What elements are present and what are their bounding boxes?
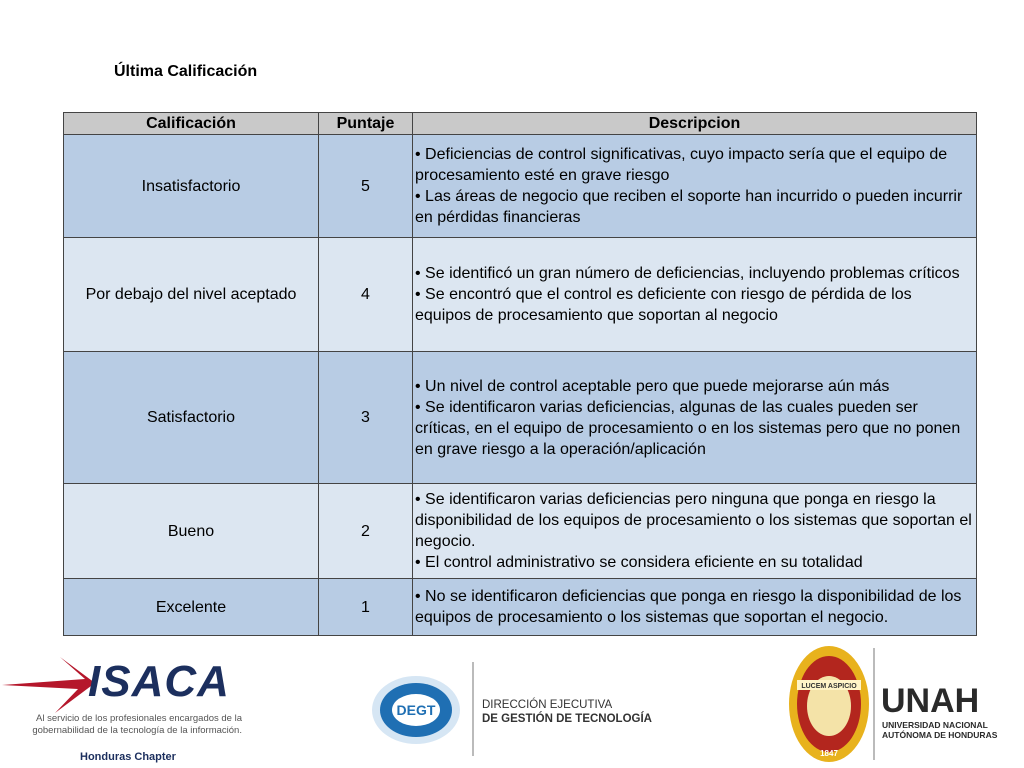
degt-line1: DIRECCIÓN EJECUTIVA xyxy=(482,699,613,711)
rating-table xyxy=(63,112,977,636)
header-calificacion: Calificación xyxy=(64,113,319,135)
rating-cell: Insatisfactorio xyxy=(64,135,319,238)
table-row xyxy=(64,352,977,484)
score-cell: 3 xyxy=(319,352,413,484)
unah-logo xyxy=(785,640,1024,768)
description-bullet: • Se identificaron varias deficiencias, algunas de las cuales pueden ser críticas, en el equipo de procesamiento o en los sistemas pero que no ponen en grave riesgo a la operación/aplicación xyxy=(415,398,961,458)
unah-line2: AUTÓNOMA DE HONDURAS xyxy=(882,730,998,740)
page-title: Última Calificación xyxy=(114,63,258,80)
description-bullet: • Deficiencias de control significativas, cuyo impacto sería que el equipo de procesamiento esté en grave riesgo xyxy=(415,146,948,184)
unah-wordmark: UNAH xyxy=(881,682,980,720)
degt-line2: DE GESTIÓN DE TECNOLOGÍA xyxy=(482,713,652,725)
unah-seal-motto: LUCEM ASPICIO xyxy=(801,683,857,690)
score-cell: 5 xyxy=(319,135,413,238)
rating-cell: Satisfactorio xyxy=(64,352,319,484)
isaca-wordmark: ISACA xyxy=(88,657,230,706)
unah-seal-year: 1847 xyxy=(820,749,838,758)
description-cell xyxy=(413,135,977,238)
description-bullet: • Se encontró que el control es deficiente con riesgo de pérdida de los equipos de procesamiento que soportan al negocio xyxy=(415,286,912,324)
degt-title xyxy=(482,698,652,726)
unah-subtitle xyxy=(882,720,997,740)
table-header-row xyxy=(64,113,977,135)
isaca-tagline: Al servicio de los profesionales encargados de la gobernabilidad de la tecnología de la información. xyxy=(32,713,242,736)
description-cell xyxy=(413,238,977,352)
table-row xyxy=(64,484,977,579)
isaca-chapter: Honduras Chapter xyxy=(80,751,176,763)
unah-line1: UNIVERSIDAD NACIONAL xyxy=(882,720,988,730)
description-cell xyxy=(413,352,977,484)
logo-divider xyxy=(873,648,875,760)
unah-seal-icon xyxy=(787,642,873,766)
description-bullet: • Las áreas de negocio que reciben el soporte han incurrido o pueden incurrir en pérdidas financieras xyxy=(415,188,963,226)
description-cell xyxy=(413,579,977,636)
score-cell: 4 xyxy=(319,238,413,352)
description-bullet: • Un nivel de control aceptable pero que puede mejorarse aún más xyxy=(415,377,890,395)
score-cell: 2 xyxy=(319,484,413,579)
degt-badge-text: DEGT xyxy=(396,702,436,718)
description-bullet: • Se identificaron varias deficiencias pero ninguna que ponga en riesgo la disponibilidad de los equipos de procesamiento o los sistemas que soportan el negocio. xyxy=(415,491,972,550)
isaca-logo xyxy=(0,655,270,765)
description-cell xyxy=(413,484,977,579)
table-row xyxy=(64,238,977,352)
table-row xyxy=(64,579,977,636)
table-row xyxy=(64,135,977,238)
rating-cell: Bueno xyxy=(64,484,319,579)
score-cell: 1 xyxy=(319,579,413,636)
degt-logo xyxy=(370,670,670,750)
rating-cell: Por debajo del nivel aceptado xyxy=(64,238,319,352)
degt-emblem-icon xyxy=(370,670,470,750)
header-descripcion: Descripcion xyxy=(413,113,977,135)
description-bullet: • Se identificó un gran número de deficiencias, incluyendo problemas críticos xyxy=(415,265,960,282)
description-bullet: • El control administrativo se considera eficiente en su totalidad xyxy=(415,554,863,571)
header-puntaje: Puntaje xyxy=(319,113,413,135)
description-bullet: • No se identificaron deficiencias que ponga en riesgo la disponibilidad de los equipos de procesamiento o los sistemas que soportan el negocio. xyxy=(415,588,962,626)
rating-cell: Excelente xyxy=(64,579,319,636)
